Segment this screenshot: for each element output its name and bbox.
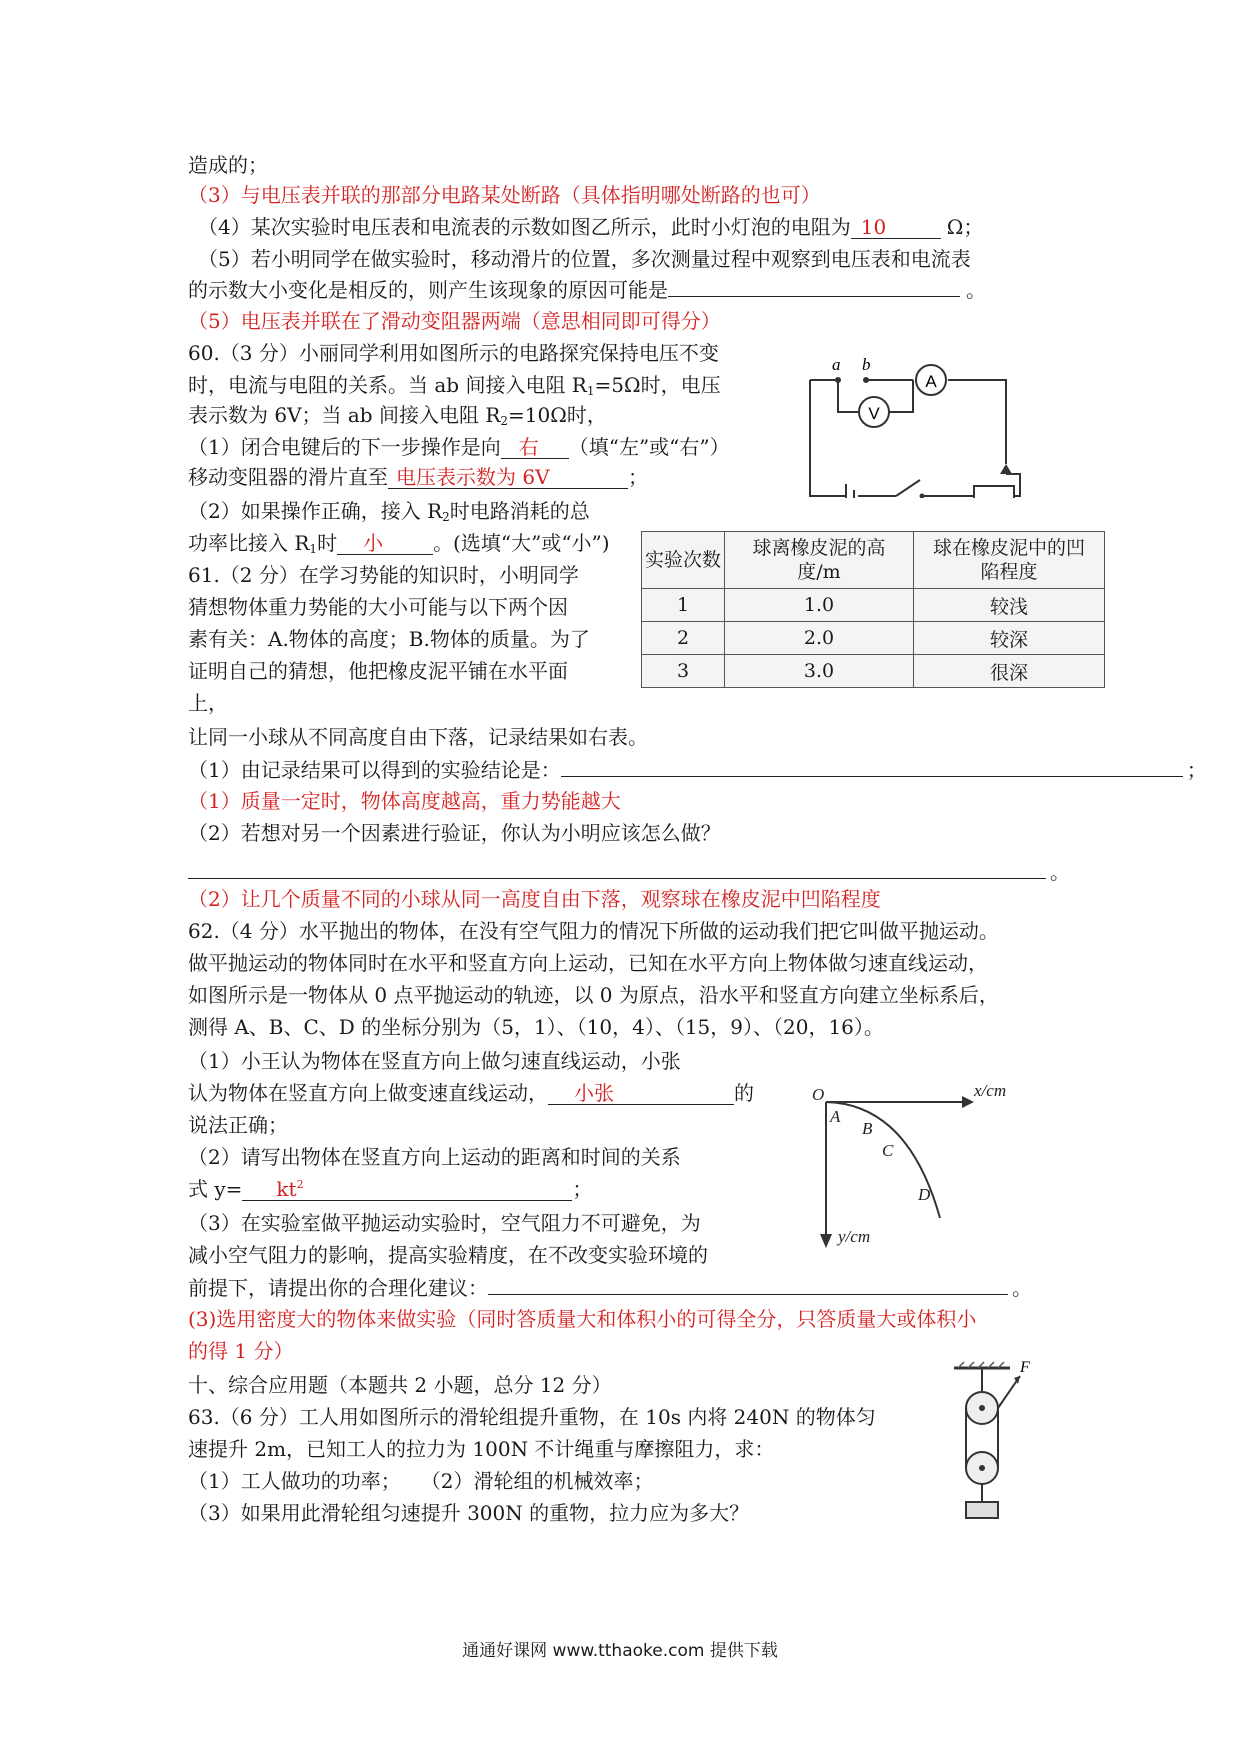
- table-row: [642, 622, 1105, 655]
- question-line: 上，: [188, 691, 228, 715]
- question-line: （1）小王认为物体在竖直方向上做匀速直线运动，小张: [188, 1049, 681, 1073]
- blank-line: [561, 754, 1183, 777]
- question-line: （4）某次实验时电压表和电流表的示数如图乙所示，此时小灯泡的电阻为 10 Ω；: [198, 212, 983, 242]
- table-cell: 较浅: [914, 589, 1105, 622]
- table-header: 球在橡皮泥中的凹陷程度: [914, 532, 1105, 589]
- question-line: 移动变阻器的滑片直至 电压表示数为 6V ；: [188, 462, 648, 492]
- table-cell: 1.0: [725, 589, 914, 622]
- question-line: （5）若小明同学在做实验时，移动滑片的位置，多次测量过程中观察到电压表和电流表: [198, 247, 971, 271]
- question-line: 说法正确；: [188, 1113, 288, 1137]
- question-line: （1）由记录结果可以得到的实验结论是： ；: [188, 754, 1207, 784]
- answer-line: （5）电压表并联在了滑动变阻器两端（意思相同即可得分）: [188, 309, 721, 333]
- point-label: D: [918, 1185, 931, 1204]
- question-line: 减小空气阻力的影响，提高实验精度，在不改变实验环境的: [188, 1243, 708, 1267]
- ammeter-label: A: [925, 372, 937, 391]
- y-arrow: [820, 1234, 832, 1248]
- answer-line: （1）质量一定时，物体高度越高，重力势能越大: [188, 789, 621, 813]
- question-line: 61.（2 分）在学习势能的知识时，小明同学: [188, 563, 579, 587]
- question-line: （1）闭合电键后的下一步操作是向 右 （填“左”或“右”）: [188, 432, 730, 462]
- force-label: F: [1020, 1360, 1030, 1376]
- point-label: C: [882, 1141, 894, 1160]
- pulley-diagram: [938, 1360, 1034, 1530]
- x-arrow: [962, 1096, 974, 1108]
- answer-line: 的得 1 分）: [188, 1339, 294, 1363]
- question-line: （3）如果用此滑轮组匀速提升 300N 的重物，拉力应为多大？: [188, 1501, 750, 1525]
- table-row: [642, 655, 1105, 688]
- experiment-table: [641, 531, 1105, 688]
- origin-label: O: [812, 1085, 825, 1104]
- table-cell: 很深: [914, 655, 1105, 688]
- table-header: 实验次数: [642, 532, 725, 589]
- answer-blank: 右: [501, 432, 569, 459]
- table-header: 球离橡皮泥的高度/m: [725, 532, 914, 589]
- question-line: 功率比接入 $R_1$时 小 。(选填“大”或“小”): [188, 528, 610, 558]
- question-line: 证明自己的猜想，他把橡皮泥平铺在水平面: [188, 659, 568, 683]
- point-label: B: [862, 1119, 873, 1138]
- answer-line: （3）与电压表并联的那部分电路某处断路（具体指明哪处断路的也可）: [188, 183, 821, 207]
- label-a: a: [832, 356, 841, 374]
- table-cell: 2: [642, 622, 725, 655]
- section-heading: 十、综合应用题（本题共 2 小题，总分 12 分）: [188, 1373, 612, 1397]
- answer-line: （2）让几个质量不同的小球从同一高度自由下落，观察球在橡皮泥中凹陷程度: [188, 887, 881, 911]
- question-line: 测得 A、B、C、D 的坐标分别为（5，1）、（10，4）、（15，9）、（20，16）。: [188, 1015, 884, 1039]
- question-line: 63.（6 分）工人用如图所示的滑轮组提升重物，在 10s 内将 240N 的物体匀: [188, 1405, 876, 1429]
- label-b: b: [862, 356, 871, 374]
- question-line: 让同一小球从不同高度自由下落，记录结果如右表。: [188, 725, 648, 749]
- blank-line: [488, 1272, 1008, 1295]
- table-cell: 2.0: [725, 622, 914, 655]
- answer-blank: 10: [851, 212, 941, 239]
- trajectory-diagram: [790, 1082, 1020, 1252]
- answer-blank: 小: [337, 528, 433, 555]
- question-line: 素有关：A.物体的高度；B.物体的质量。为了: [188, 627, 590, 651]
- question-line: （3）在实验室做平抛运动实验时，空气阻力不可避免，为: [188, 1211, 701, 1235]
- slider-arrow: [1000, 464, 1012, 474]
- point-label: A: [830, 1107, 841, 1126]
- terminal-a: [835, 377, 841, 383]
- table-cell: 较深: [914, 622, 1105, 655]
- question-line: 表示数为 6V；当 ab 间接入电阻 $R_2=10\Omega$时，: [188, 403, 607, 428]
- question-line: 60.（3 分）小丽同学利用如图所示的电路探究保持电压不变: [188, 341, 719, 365]
- terminal-b: [863, 377, 869, 383]
- answer-blank: 小张: [548, 1078, 734, 1105]
- question-line: 。: [188, 856, 1070, 886]
- question-line: 式 $y= kt^2$ ；: [188, 1174, 592, 1204]
- question-line: （2）请写出物体在竖直方向上运动的距离和时间的关系: [188, 1145, 681, 1169]
- question-line: 的示数大小变化是相反的，则产生该现象的原因可能是 。: [188, 274, 986, 304]
- question-line: 速提升 2m，已知工人的拉力为 100N 不计绳重与摩擦阻力，求：: [188, 1437, 775, 1461]
- text-line: 造成的；: [188, 153, 268, 177]
- answer-blank: 电压表示数为 6V: [388, 462, 628, 489]
- table-row: [642, 589, 1105, 622]
- y-axis-label: y/cm: [838, 1227, 871, 1246]
- circuit-diagram: [798, 356, 1036, 498]
- page-footer: 通通好课网 www.tthaoke.com 提供下载: [462, 1641, 778, 1661]
- table-cell: 3.0: [725, 655, 914, 688]
- answer-blank: $kt^2$: [242, 1174, 572, 1201]
- question-line: 时，电流与电阻的关系。当 ab 间接入电阻 $R_1=5\Omega$时，电压: [188, 373, 721, 398]
- question-line: （2）若想对另一个因素进行验证，你认为小明应该怎么做？: [188, 821, 721, 845]
- question-line: （1）工人做功的功率； （2）滑轮组的机械效率；: [188, 1469, 654, 1493]
- blank-line: [668, 274, 960, 297]
- table-cell: 3: [642, 655, 725, 688]
- weight-block: [966, 1502, 998, 1518]
- x-axis-label: x/cm: [974, 1082, 1007, 1100]
- question-line: 如图所示是一物体从 0 点平抛运动的轨迹，以 0 为原点，沿水平和竖直方向建立坐标系后，: [188, 983, 999, 1007]
- blank-line: [188, 856, 1046, 879]
- table-cell: 1: [642, 589, 725, 622]
- question-line: 猜想物体重力势能的大小可能与以下两个因: [188, 595, 568, 619]
- question-line: 认为物体在竖直方向上做变速直线运动， 小张 的: [188, 1078, 754, 1108]
- voltmeter-label: V: [868, 404, 880, 423]
- answer-line: (3)选用密度大的物体来做实验（同时答质量大和体积小的可得全分，只答质量大或体积小: [188, 1307, 977, 1331]
- question-line: 做平抛运动的物体同时在水平和竖直方向上运动，已知在水平方向上物体做匀速直线运动，: [188, 951, 988, 975]
- question-line: 62.（4 分）水平抛出的物体，在没有空气阻力的情况下所做的运动我们把它叫做平抛运动。: [188, 919, 999, 943]
- question-line: 前提下，请提出你的合理化建议： 。: [188, 1272, 1032, 1302]
- question-line: （2）如果操作正确，接入 $R_2$时电路消耗的总: [188, 499, 590, 524]
